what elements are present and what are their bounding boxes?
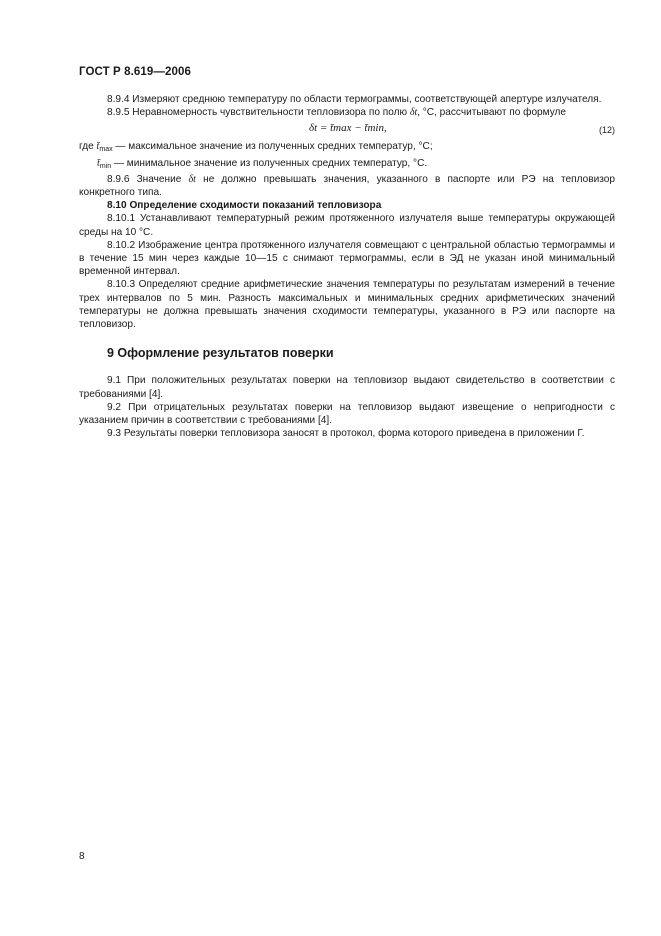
definition-tmax xyxy=(79,140,615,156)
paragraph-9-1: 9.1 При положительных результатах поверки на тепловизор выдают свидетельство в соответствии с требованиями [4]. xyxy=(79,375,615,400)
tmin-subscript: min xyxy=(99,162,112,170)
section-8-10-heading: 8.10 Определение сходимости показаний тепловизора xyxy=(107,200,382,212)
paragraph-8-9-6 xyxy=(79,173,615,199)
paragraph-8-9-5 xyxy=(79,106,615,119)
definition-tmax-text: — максимальное значение из полученных средних температур, °С; xyxy=(112,141,433,153)
definition-tmin-text: — минимальное значение из полученных средних температур, °С. xyxy=(111,157,428,169)
tmax-symbol: t̄ xyxy=(96,141,100,153)
definition-tmin xyxy=(79,157,615,173)
tmax-subscript: max xyxy=(99,146,113,154)
section-9-heading: 9 Оформление результатов поверки xyxy=(107,346,334,361)
delta-t-symbol: δt, xyxy=(409,107,420,119)
paragraph-8-10-1: 8.10.1 Устанавливают температурный режим протяженного излучателя выше температуры окружающей среды на 10 °С. xyxy=(79,213,615,238)
paragraph-8-9-4: 8.9.4 Измеряют среднюю температуру по области термограммы, соответствующей апертуре излучателя. xyxy=(107,94,602,105)
definition-lead: где xyxy=(79,141,97,153)
document-body xyxy=(79,93,615,440)
paragraph-8-9-5-suffix: °С, рассчитывают по формуле xyxy=(419,107,567,119)
document-header: ГОСТ Р 8.619—2006 xyxy=(79,66,191,78)
paragraph-9-2: 9.2 При отрицательных результатах поверки на тепловизор выдают извещение о непригодности с указанием причин в соответствии с требованиями [4]. xyxy=(79,401,615,427)
delta-t-symbol-2: δt xyxy=(188,173,196,185)
paragraph-8-9-6-suffix: не должно превышать значения, указанного в паспорте или РЭ на тепловизор конкретного типа. xyxy=(79,173,615,199)
formula-number: (12) xyxy=(598,125,615,136)
formula-12 xyxy=(79,120,615,140)
page-number: 8 xyxy=(79,851,85,862)
paragraph-9-3: 9.3 Результаты поверки тепловизора заносят в протокол, форма которого приведена в приложении Г. xyxy=(107,428,585,440)
paragraph-8-9-6-prefix: 8.9.6 Значение xyxy=(107,173,189,185)
paragraph-8-10-3: 8.10.3 Определяют средние арифметические значения температуры по результатам измерений в течение трех интервалов по 5 мин. Разность максимальных и минимальных средних арифметических значений температуры не должна превышать значения сходимости температуры, указанного в РЭ или паспорте на тепловизор. xyxy=(79,279,615,331)
tmin-symbol: t̄ xyxy=(97,157,100,169)
paragraph-8-9-5-prefix: 8.9.5 Неравномерность чувствительности тепловизора по полю xyxy=(107,107,410,119)
formula-expression: δt = t̄max − t̄min, xyxy=(309,122,387,135)
paragraph-8-10-2: 8.10.2 Изображение центра протяженного излучателя совмещают с центральной областью термограммы и в течение 15 мин через каждые 10—15 с снимают термограммы, если в ЭД не указан иной минимальный временной интервал. xyxy=(79,239,615,278)
